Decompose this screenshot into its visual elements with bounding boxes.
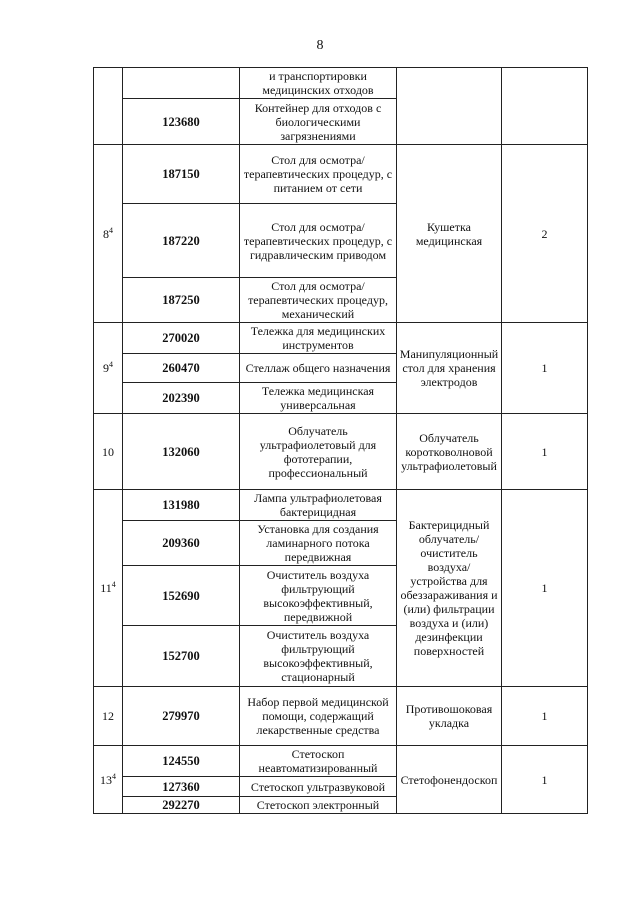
item-code: 152700 [123, 626, 240, 687]
row-number: $13^4$ [94, 746, 123, 814]
page-number: 8 [316, 38, 324, 53]
item-code: 187250 [123, 278, 240, 323]
table-row [94, 746, 588, 777]
equipment-type: Манипуляционный стол для хранения электродов [397, 323, 502, 414]
item-name: Лампа ультрафиолетовая бактерицидная [240, 490, 397, 521]
item-code: 124550 [123, 746, 240, 777]
item-name: Очиститель воздуха фильтрующий высокоэффективный, стационарный [240, 626, 397, 687]
table-row [94, 145, 588, 204]
item-name: Стол для осмотра/терапевтических процедур, с гидравлическим приводом [240, 204, 397, 278]
item-code: 152690 [123, 566, 240, 626]
footnote-mark: 4 [111, 580, 116, 589]
equipment-type [397, 68, 502, 145]
row-number: 10 [94, 414, 123, 490]
item-code [123, 68, 240, 99]
item-code: 127360 [123, 777, 240, 797]
quantity: 1 [502, 746, 588, 814]
quantity: 1 [502, 490, 588, 687]
table-row [94, 323, 588, 354]
item-name: Очиститель воздуха фильтрующий высокоэффективный, передвижной [240, 566, 397, 626]
item-name: Набор первой медицинской помощи, содержащий лекарственные средства [240, 687, 397, 746]
row-number [94, 68, 123, 145]
footnote-mark: 4 [112, 771, 116, 781]
item-code: 209360 [123, 521, 240, 566]
item-code: 123680 [123, 99, 240, 145]
item-name: Тележка для медицинских инструментов [240, 323, 397, 354]
item-code: 279970 [123, 687, 240, 746]
row-number: $9^4$ [94, 323, 123, 414]
item-name: Стетоскоп неавтоматизированный [240, 746, 397, 777]
item-name: и транспортировки медицинских отходов [240, 68, 397, 99]
table-row [94, 414, 588, 490]
item-name: Установка для создания ламинарного потока передвижная [240, 521, 397, 566]
item-name: Контейнер для отходов с биологическими загрязнениями [240, 99, 397, 145]
equipment-type: Облучатель коротковолновой ультрафиолетовый [397, 414, 502, 490]
item-code: 131980 [123, 490, 240, 521]
equipment-type: Стетофонендоскоп [397, 746, 502, 814]
row-number: $8^4$ [94, 145, 123, 323]
item-code: 187220 [123, 204, 240, 278]
row-number: 12 [94, 687, 123, 746]
table-row [94, 687, 588, 746]
item-name: Стетоскоп ультразвуковой [240, 777, 397, 797]
item-name: Облучатель ультрафиолетовый для фототерапии, профессиональный [240, 414, 397, 490]
quantity: 2 [502, 145, 588, 323]
item-code: 270020 [123, 323, 240, 354]
table-row [94, 68, 588, 99]
item-name: Тележка медицинская универсальная [240, 383, 397, 414]
equipment-type: Кушетка медицинская [397, 145, 502, 323]
quantity [502, 68, 588, 145]
item-name: Стетоскоп электронный [240, 797, 397, 814]
item-code: 260470 [123, 354, 240, 383]
footnote-mark: 4 [109, 360, 113, 369]
item-name: Стол для осмотра/терапевтических процедур, с питанием от сети [240, 145, 397, 204]
quantity: 1 [502, 687, 588, 746]
equipment-table [93, 67, 588, 814]
table-row [94, 490, 588, 521]
item-code: 187150 [123, 145, 240, 204]
quantity: 1 [502, 414, 588, 490]
item-code: 202390 [123, 383, 240, 414]
item-name: Стеллаж общего назначения [240, 354, 397, 383]
item-name: Стол для осмотра/терапевтических процедур, механический [240, 278, 397, 323]
equipment-type: Бактерицидный облучатель/ очиститель воздуха/ устройства для обеззараживания и (или) фильтрации воздуха и (или) дезинфекции поверхностей [397, 490, 502, 687]
footnote-mark: 4 [109, 225, 113, 235]
equipment-type: Противошоковая укладка [397, 687, 502, 746]
item-code: 132060 [123, 414, 240, 490]
row-number: $11^4$ [94, 490, 123, 687]
quantity: 1 [502, 323, 588, 414]
item-code: 292270 [123, 797, 240, 814]
